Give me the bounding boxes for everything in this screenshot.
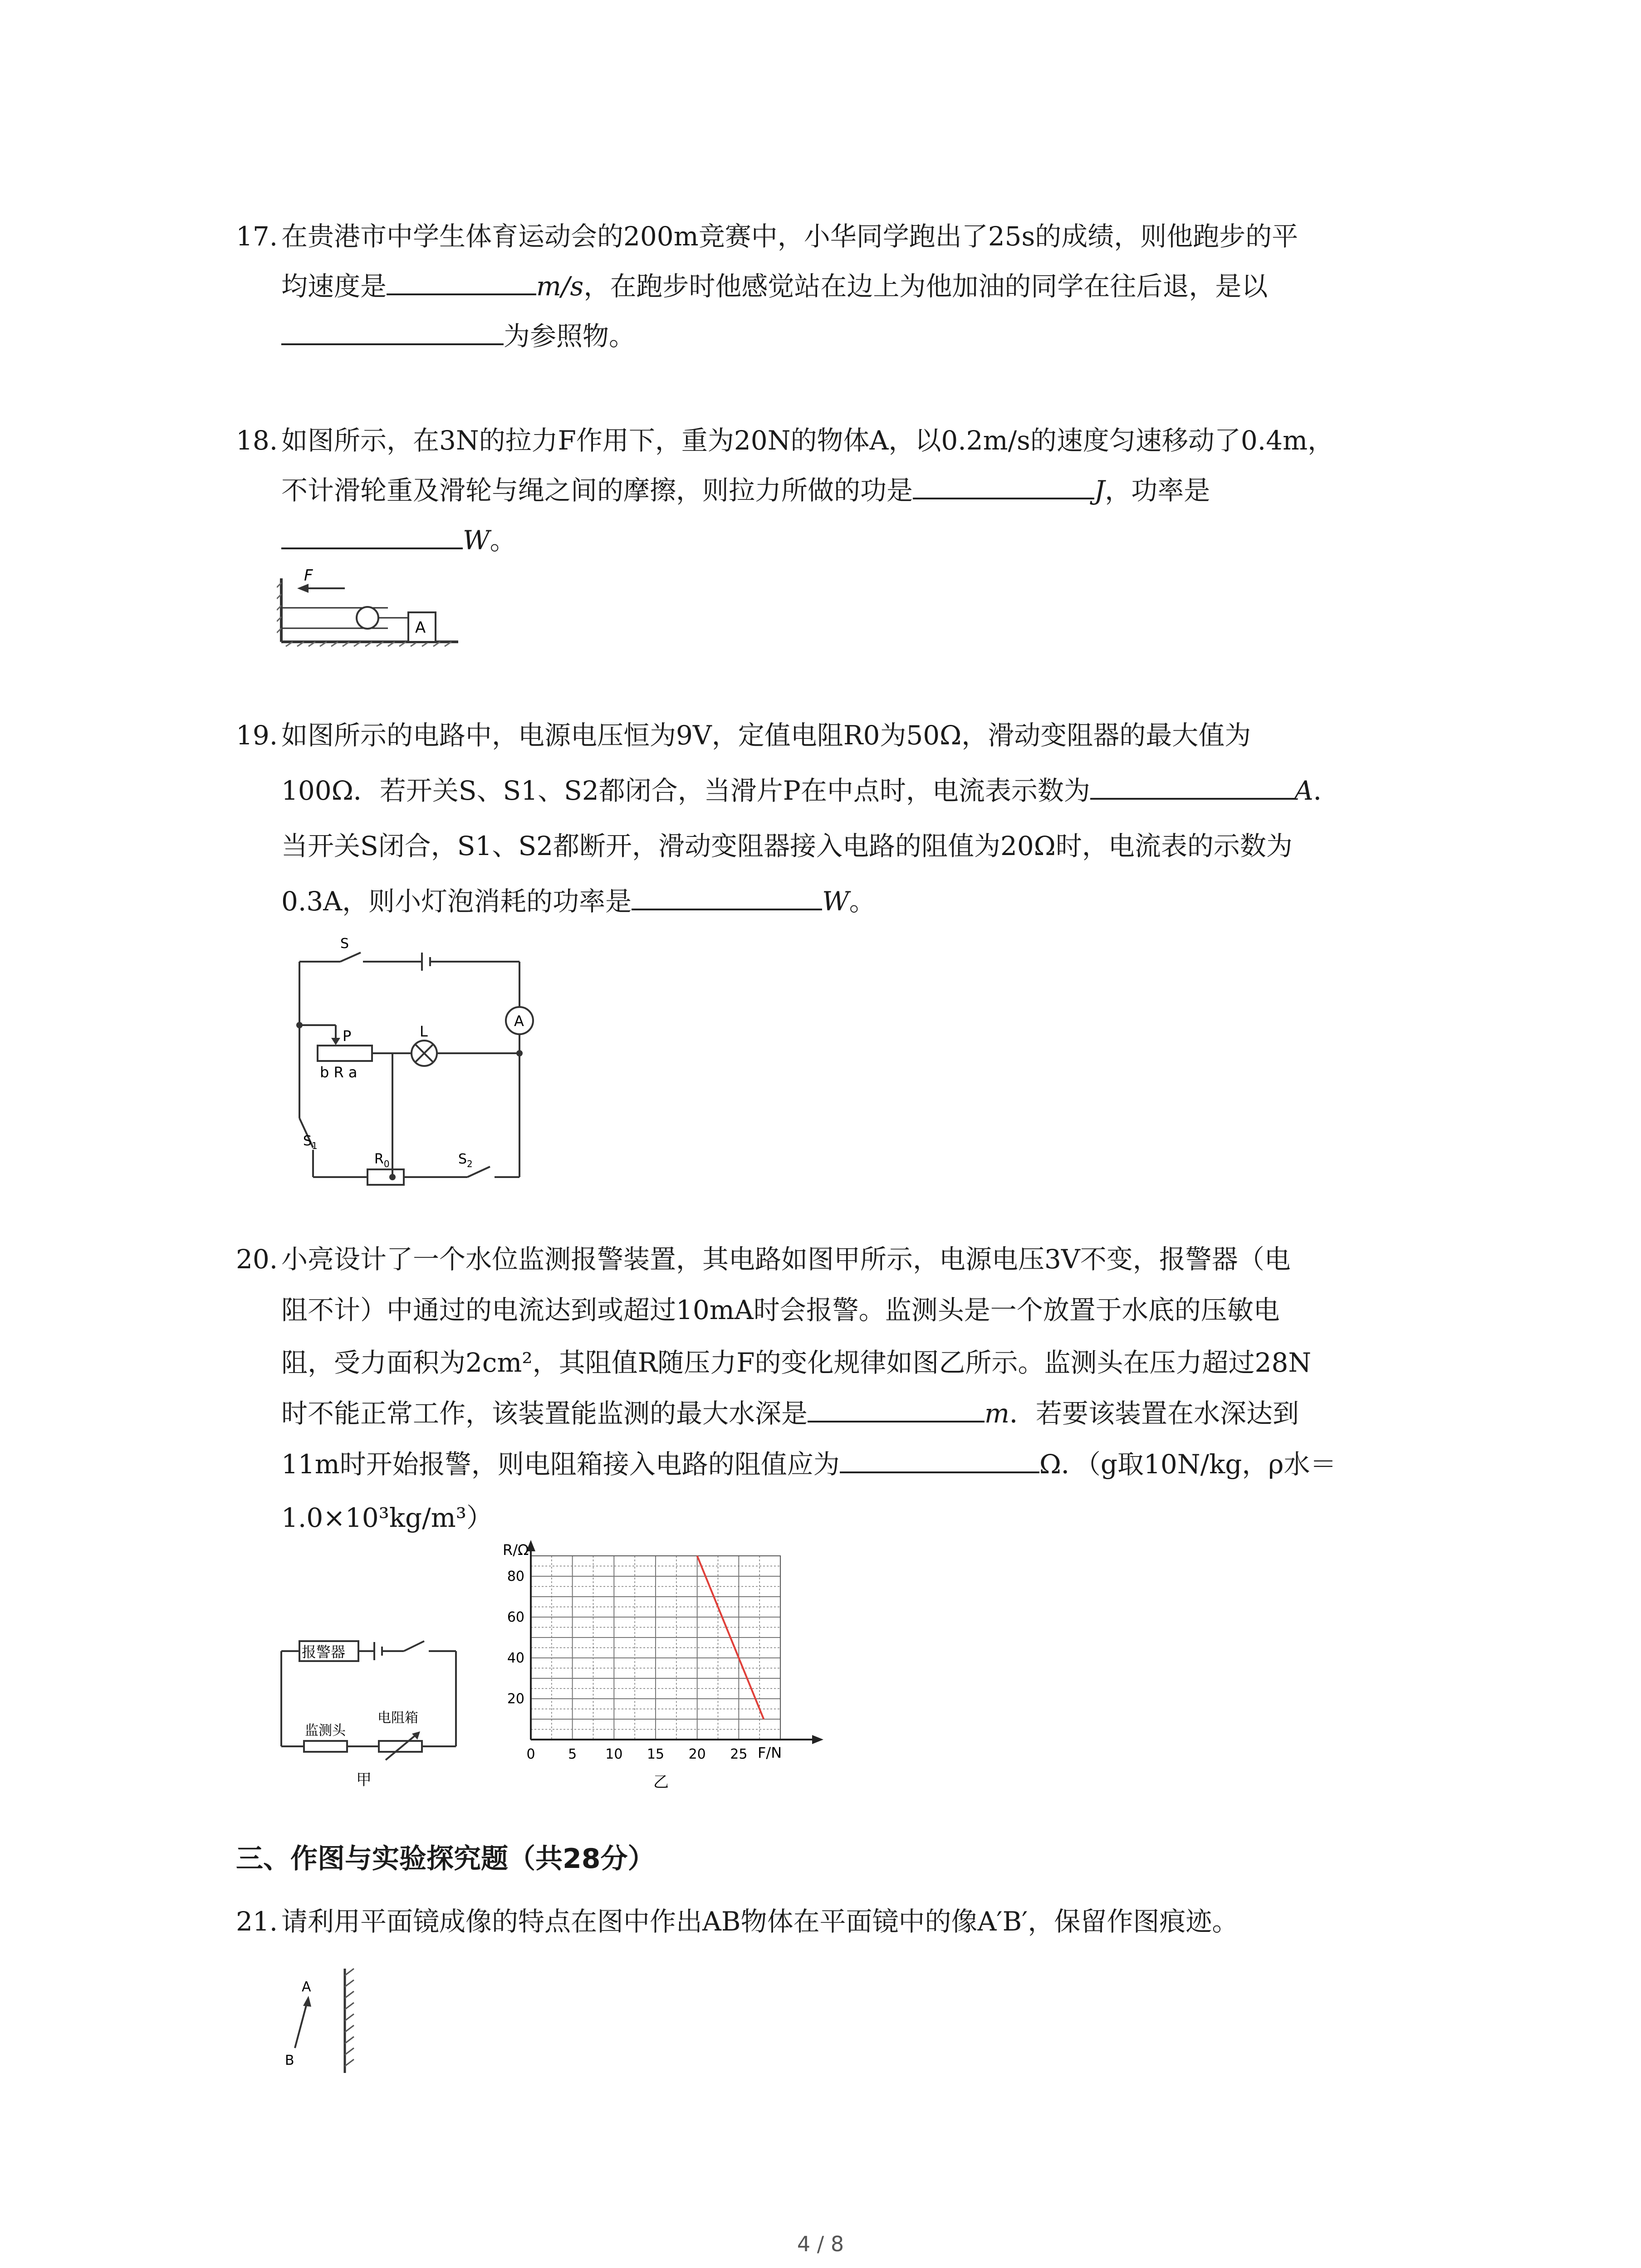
chart-x-label: F/N: [758, 1744, 782, 1761]
answer-blank[interactable]: [632, 881, 822, 910]
resistor-r0-label: $R_0$: [374, 1151, 390, 1169]
answer-blank[interactable]: [281, 520, 463, 549]
resistance-force-chart: [481, 1538, 835, 1812]
chart-grid: [531, 1556, 780, 1740]
q17-line2: 均速度是 m/s，在跑步时他感觉站在边上为他加油的同学在往后退，是以: [281, 261, 1268, 312]
x-tick-label: 0: [526, 1746, 535, 1762]
question-number: 17.: [236, 221, 278, 252]
force-label: F: [304, 567, 313, 585]
chart-axes: [526, 1540, 823, 1744]
answer-blank[interactable]: [808, 1393, 985, 1422]
y-tick-label: 20: [507, 1691, 524, 1707]
q19-line3: 当开关S闭合，S1、S2都断开，滑动变阻器接入电路的阻值为20Ω时，电流表的示数为: [281, 831, 1293, 861]
chart-x-ticks: [526, 1746, 747, 1762]
q18-line2: 不计滑轮重及滑轮与绳之间的摩擦，则拉力所做的功是 J，功率是: [281, 465, 1210, 516]
q17-line3: 为参照物。: [281, 311, 635, 362]
question-number: 21.: [236, 1906, 278, 1937]
answer-blank[interactable]: [840, 1444, 1039, 1473]
pulley-figure: [277, 560, 467, 657]
answer-blank[interactable]: [387, 266, 536, 295]
q20-line6: 1.0×10³kg/m³）: [281, 1502, 493, 1533]
q20-line4: 时不能正常工作，该装置能监测的最大水深是 m．若要该装置在水深达到: [281, 1388, 1299, 1439]
x-tick-label: 20: [688, 1746, 706, 1762]
circuit-figure: [272, 934, 554, 1190]
switch-s-label: S: [340, 936, 349, 952]
x-tick-label: 5: [568, 1746, 577, 1762]
section-title: 三、作图与实验探究题（共28分）: [236, 1843, 655, 1875]
alarm-circuit-figure: [277, 1615, 467, 1807]
q18-line1: 如图所示，在3N的拉力F作用下，重为20N的物体A，以0.2m/s的速度匀速移动了0.4m，: [281, 425, 1334, 456]
x-tick-label: 15: [647, 1746, 665, 1762]
figure-jia-caption: 甲: [356, 1771, 372, 1789]
answer-blank[interactable]: [1090, 771, 1294, 800]
x-axis-arrow: [812, 1735, 823, 1744]
chart-y-label: R/Ω: [503, 1541, 529, 1559]
answer-blank[interactable]: [281, 316, 504, 345]
y-tick-label: 80: [507, 1569, 524, 1584]
x-tick-label: 25: [730, 1746, 748, 1762]
rheostat-label: b R a: [320, 1064, 358, 1081]
switch-s1-label: $S_1$: [303, 1133, 318, 1151]
y-tick-label: 40: [507, 1650, 524, 1666]
slider-p-label: P: [343, 1027, 352, 1045]
question-number: 19.: [236, 720, 278, 751]
q19-line4: 0.3A，则小灯泡消耗的功率是 W。: [281, 876, 876, 927]
q18-line3: W。: [281, 515, 516, 566]
probe-label: 监测头: [305, 1723, 346, 1739]
ammeter-label: A: [514, 1012, 524, 1030]
point-b-label: B: [285, 2053, 294, 2068]
q20-line3: 阻，受力面积为2cm²，其阻值R随压力F的变化规律如图乙所示。监测头在压力超过28N: [281, 1347, 1312, 1378]
answer-blank[interactable]: [913, 470, 1094, 499]
alarm-label: 报警器: [302, 1643, 346, 1661]
figure-yi-caption: 乙: [653, 1773, 669, 1791]
y-tick-label: 60: [507, 1609, 524, 1625]
q20-line1: 小亮设计了一个水位监测报警装置，其电路如图甲所示，电源电压3V不变，报警器（电: [281, 1244, 1291, 1275]
switch-s2-label: $S_2$: [458, 1151, 473, 1169]
point-a-label: A: [302, 1979, 311, 1995]
page-number: 4 / 8: [797, 2232, 844, 2256]
q19-line2: 100Ω．若开关S、S1、S2都闭合，当滑片P在中点时，电流表示数为 A．: [281, 765, 1340, 816]
q21-line1: 请利用平面镜成像的特点在图中作出AB物体在平面镜中的像A′B′，保留作图痕迹。: [281, 1906, 1239, 1937]
block-label: A: [415, 619, 426, 637]
q19-line1: 如图所示的电路中，电源电压恒为9V，定值电阻R0为50Ω，滑动变阻器的最大值为: [281, 720, 1251, 751]
question-number: 20.: [236, 1244, 278, 1275]
q20-line5: 11m时开始报警，则电阻箱接入电路的阻值应为 Ω．（g取10N/kg，ρ水＝: [281, 1439, 1337, 1490]
q17-line1: 在贵港市中学生体育运动会的200m竞赛中，小华同学跑出了25s的成绩，则他跑步的平: [281, 221, 1298, 252]
resistor-box-label: 电阻箱: [377, 1710, 418, 1726]
lamp-l-label: L: [420, 1023, 428, 1040]
question-number: 18.: [236, 425, 278, 456]
mirror-figure: [277, 1964, 377, 2079]
chart-y-ticks: [507, 1569, 524, 1707]
x-tick-label: 10: [605, 1746, 623, 1762]
q20-line2: 阻不计）中通过的电流达到或超过10mA时会报警。监测头是一个放置于水底的压敏电: [281, 1295, 1280, 1325]
